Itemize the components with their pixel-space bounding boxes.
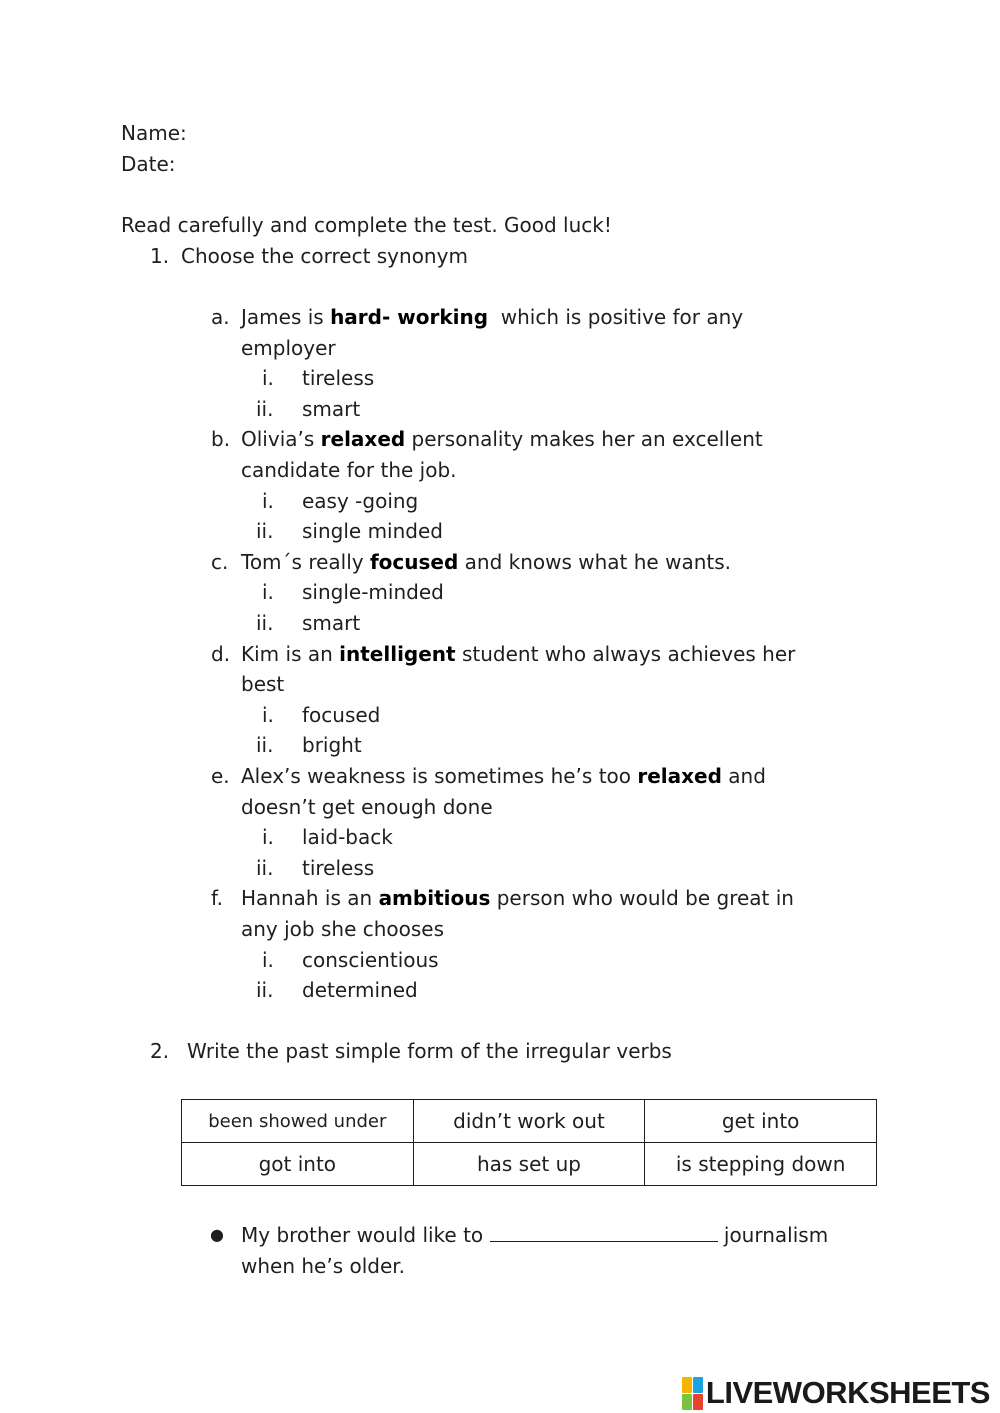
answer-option[interactable]: single-minded — [302, 580, 444, 605]
date-label: Date: — [121, 152, 176, 176]
question-text-end: student who always achieves her — [455, 641, 796, 666]
table-cell: has set up — [413, 1143, 645, 1186]
option-numeral: i. — [262, 825, 274, 850]
table-row — [182, 1100, 877, 1143]
fill-sentence-line2: when he’s older. — [241, 1254, 406, 1278]
option-numeral: ii. — [256, 978, 274, 1003]
option-numeral: ii. — [256, 855, 274, 880]
name-label: Name: — [121, 121, 187, 145]
question-text-start: Kim is an — [241, 641, 340, 666]
question-letter: a. — [211, 305, 230, 329]
question-text-end: which is positive for any — [488, 305, 744, 329]
verb-options-table — [181, 1099, 877, 1186]
answer-option[interactable]: determined — [302, 978, 418, 1003]
question-text — [241, 761, 766, 791]
logo-block — [682, 1377, 692, 1393]
answer-option[interactable]: single minded — [302, 519, 443, 544]
question-text-start: Tom´s really — [241, 549, 370, 574]
option-numeral: i. — [262, 366, 274, 391]
answer-option[interactable]: easy -going — [302, 488, 419, 513]
answer-blank[interactable] — [490, 1223, 718, 1242]
question-text — [241, 639, 795, 669]
answer-option[interactable]: laid-back — [302, 825, 393, 850]
logo-block — [693, 1377, 703, 1393]
logo-block — [693, 1394, 703, 1410]
option-numeral: ii. — [256, 733, 274, 758]
question-text-line2: best — [241, 672, 285, 697]
answer-option[interactable]: focused — [302, 702, 381, 727]
liveworksheets-logo — [682, 1376, 990, 1410]
section2-number: 2. — [150, 1039, 170, 1063]
table-row — [182, 1143, 877, 1186]
fill-sentence-start: My brother would like to — [241, 1223, 490, 1247]
target-word: hard- working — [330, 305, 489, 329]
option-numeral: i. — [262, 947, 274, 972]
question-text-start: James is — [241, 305, 331, 329]
question-text — [241, 424, 763, 454]
table-cell: didn’t work out — [413, 1100, 645, 1143]
question-text-end: and — [721, 764, 766, 788]
question-letter: e. — [211, 764, 230, 788]
question-text-end: and knows what he wants. — [458, 549, 732, 574]
section2-title: Write the past simple form of the irregular verbs — [187, 1039, 672, 1063]
option-numeral: i. — [262, 580, 274, 605]
table-cell: got into — [182, 1143, 414, 1186]
question-text-line2: candidate for the job. — [241, 458, 457, 482]
question-text — [241, 302, 743, 332]
question-letter: f. — [211, 886, 223, 911]
logo-block — [682, 1394, 692, 1410]
answer-option[interactable]: smart — [302, 611, 361, 635]
fill-sentence-end: journalism — [717, 1223, 829, 1247]
question-letter: c. — [211, 549, 229, 574]
target-word: ambitious — [378, 886, 491, 911]
logo-mark-icon — [682, 1377, 703, 1410]
table-cell: get into — [645, 1100, 877, 1143]
section1-title: Choose the correct synonym — [181, 244, 468, 268]
logo-text: LIVEWORKSHEETS — [705, 1375, 990, 1410]
target-word: intelligent — [339, 641, 456, 666]
section1-number: 1. — [150, 244, 170, 268]
option-numeral: ii. — [256, 396, 274, 421]
answer-option[interactable]: smart — [302, 396, 361, 421]
option-numeral: ii. — [256, 611, 274, 635]
answer-option[interactable]: bright — [302, 733, 362, 758]
question-text-line2: employer — [241, 335, 336, 360]
target-word: relaxed — [637, 764, 722, 788]
fill-sentence — [241, 1220, 828, 1250]
question-text-line2: any job she chooses — [241, 917, 445, 941]
option-numeral: ii. — [256, 519, 274, 544]
question-text-start: Olivia’s — [241, 427, 321, 452]
target-word: focused — [369, 549, 459, 574]
answer-option[interactable]: conscientious — [302, 947, 439, 972]
question-text-start: Alex’s weakness is sometimes he’s too — [241, 764, 638, 788]
question-letter: b. — [211, 427, 231, 452]
question-letter: d. — [211, 641, 231, 666]
option-numeral: i. — [262, 488, 274, 513]
question-text — [241, 883, 794, 913]
question-text-line2: doesn’t get enough done — [241, 794, 493, 819]
answer-option[interactable]: tireless — [302, 855, 375, 880]
question-text-end: personality makes her an excellent — [405, 427, 763, 452]
answer-option[interactable]: tireless — [302, 366, 375, 391]
question-text-start: Hannah is an — [241, 886, 379, 911]
instructions: Read carefully and complete the test. Good luck! — [121, 213, 612, 237]
table-cell: is stepping down — [645, 1143, 877, 1186]
bullet-icon: ● — [210, 1225, 224, 1244]
target-word: relaxed — [320, 427, 406, 452]
option-numeral: i. — [262, 702, 274, 727]
question-text — [241, 547, 731, 577]
table-cell: been showed under — [182, 1100, 414, 1143]
question-text-end: person who would be great in — [490, 886, 794, 911]
